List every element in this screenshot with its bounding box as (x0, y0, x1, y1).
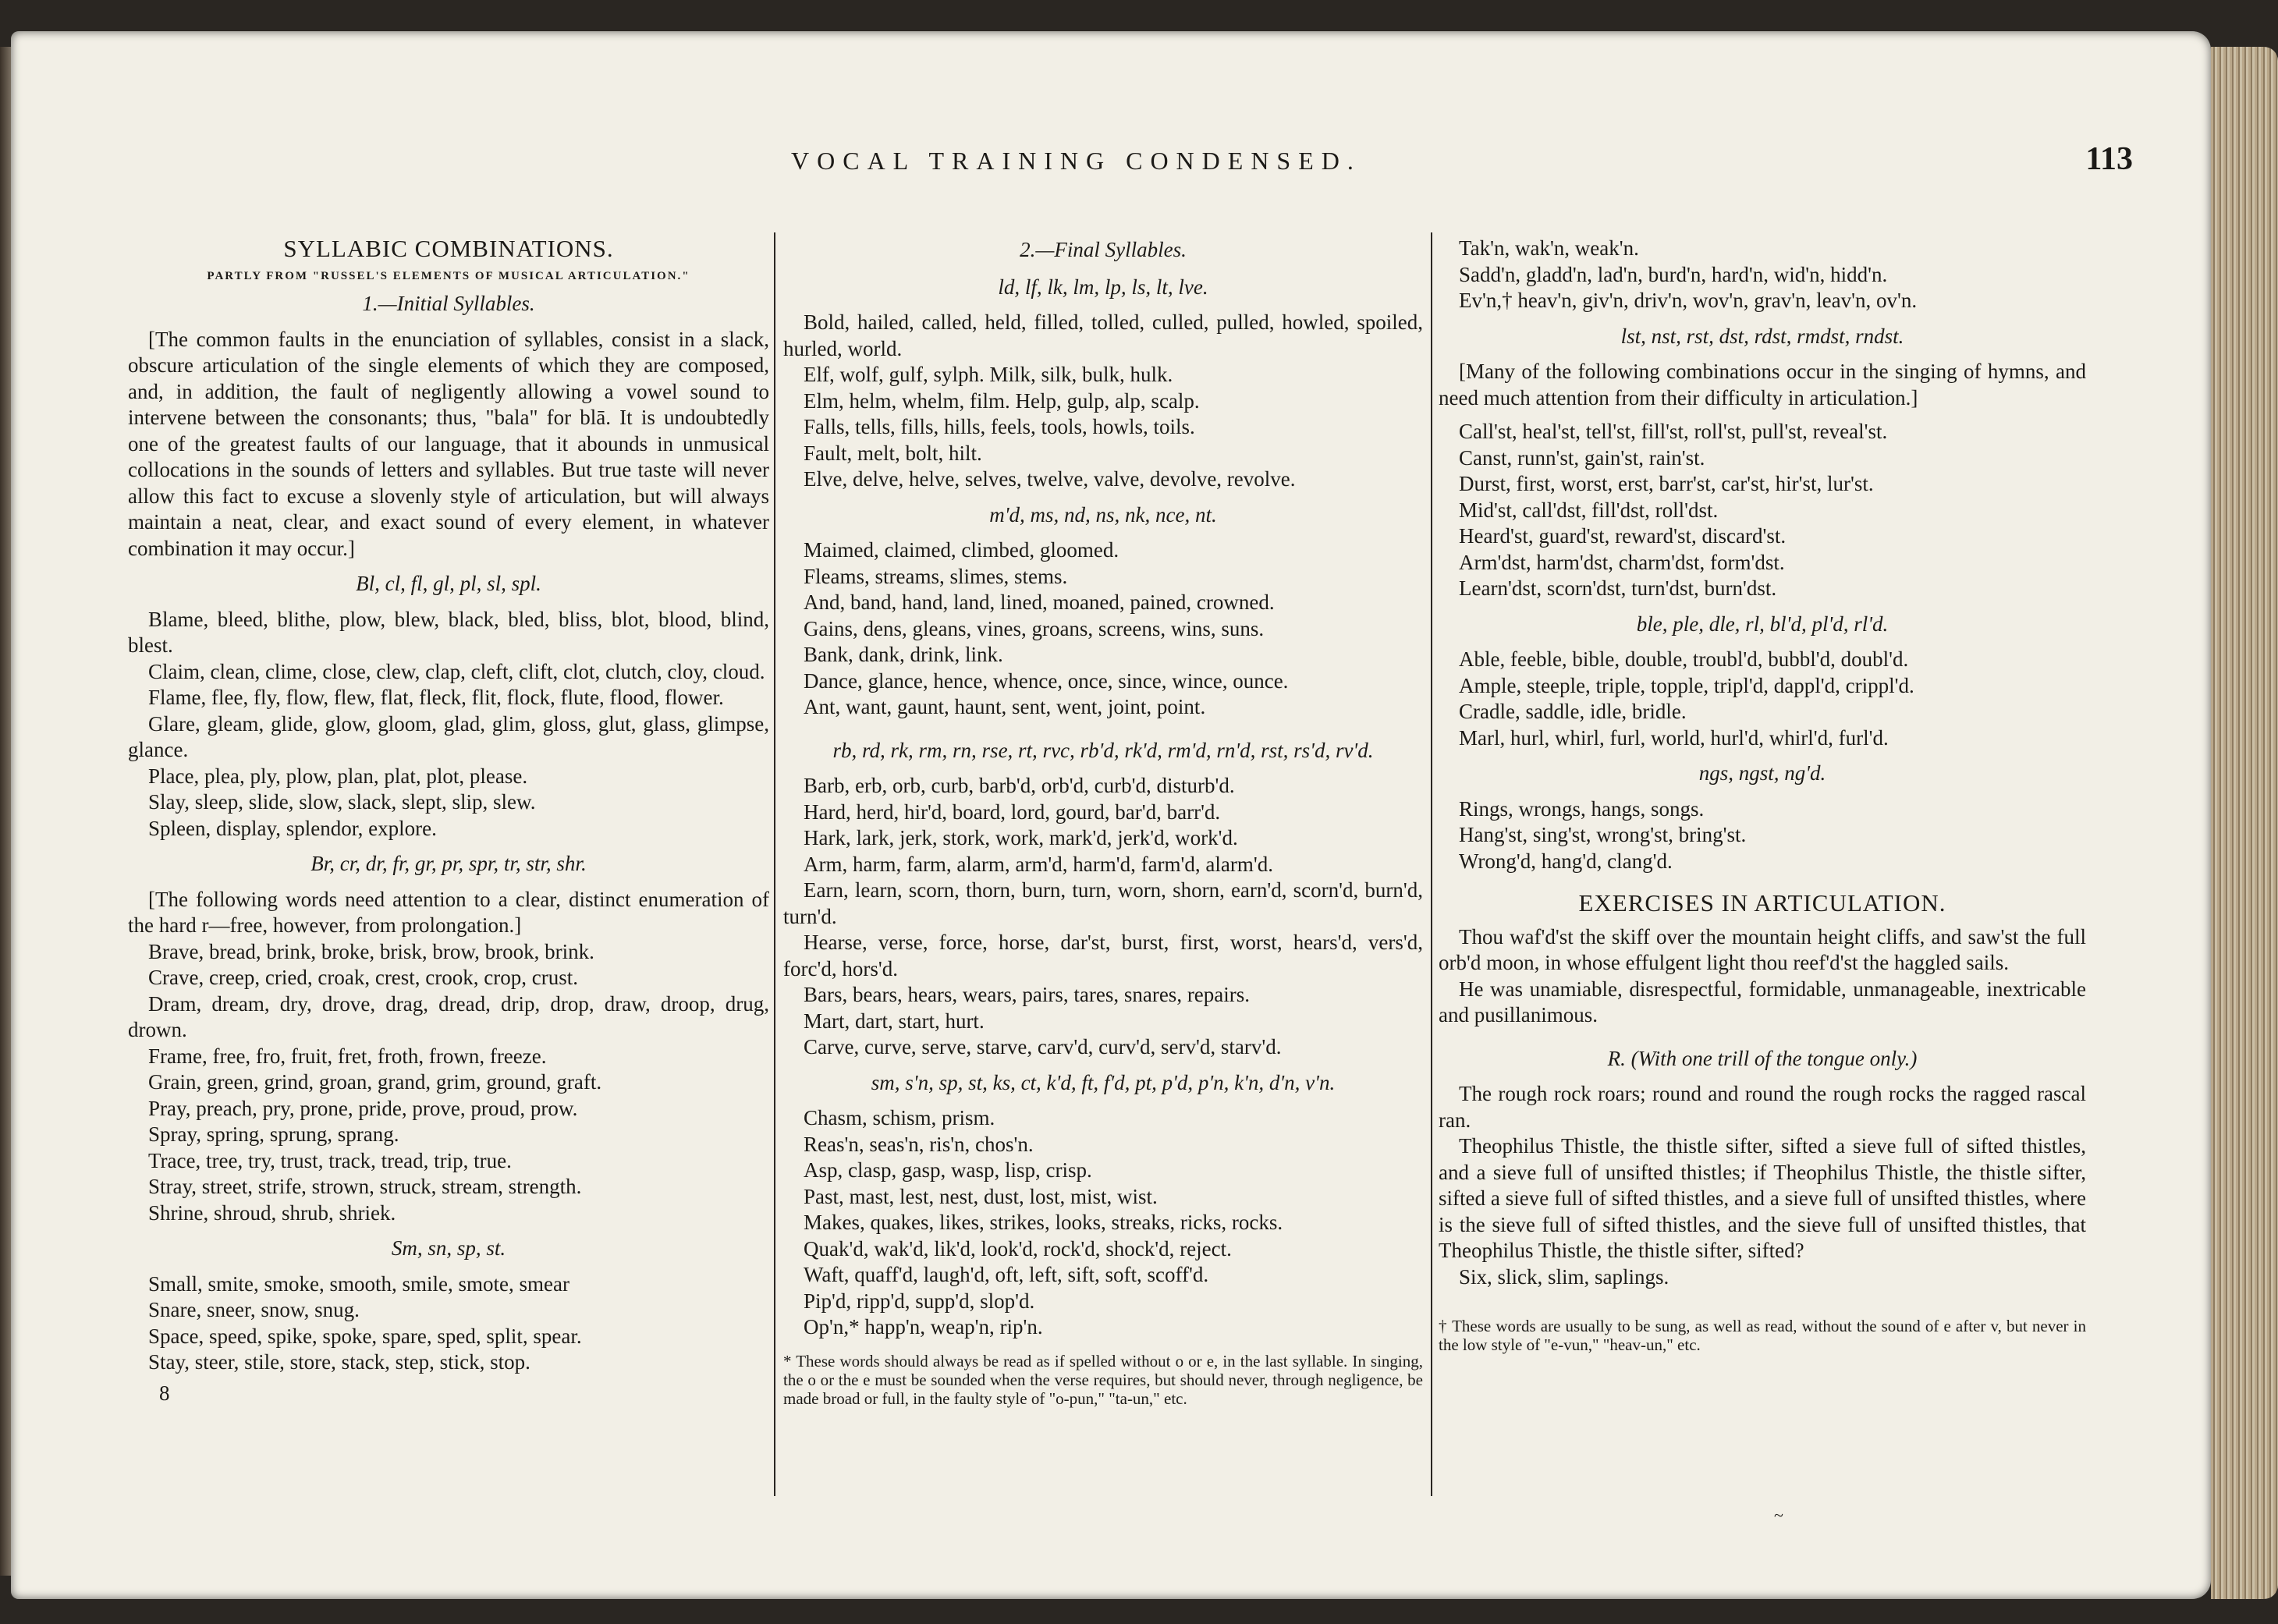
section-heading: SYLLABIC COMBINATIONS. (283, 235, 614, 262)
word-line: Call'st, heal'st, tell'st, fill'st, roll'st, pull'st, reveal'st. (1459, 420, 1888, 443)
column-right (1439, 236, 2086, 1370)
running-head: VOCAL TRAINING CONDENSED. (791, 147, 1361, 175)
word-line: Spray, spring, sprung, sprang. (148, 1122, 399, 1146)
word-line: Mart, dart, start, hurt. (804, 1009, 985, 1033)
word-line: Hang'st, sing'st, wrong'st, bring'st. (1459, 823, 1747, 846)
word-line: Sadd'n, gladd'n, lad'n, burd'n, hard'n, wid'n, hidd'n. (1459, 262, 1888, 286)
word-line: Hearse, verse, force, horse, dar'st, burst, first, worst, hears'd, vers'd, forc'd, hors'd. (783, 931, 1423, 980)
column-rule (1431, 232, 1432, 1496)
word-line: Space, speed, spike, spoke, spare, sped, split, spear. (148, 1324, 582, 1348)
word-line: Stray, street, strife, strown, struck, stream, strength. (148, 1175, 582, 1198)
subsection-title: 1.—Initial Syllables. (362, 292, 535, 315)
word-line: And, band, hand, land, lined, moaned, pained, crowned. (804, 590, 1275, 614)
word-line: Cradle, saddle, idle, bridle. (1459, 700, 1687, 723)
word-line: Quak'd, wak'd, lik'd, look'd, rock'd, shock'd, reject. (804, 1236, 1232, 1261)
word-line: Trace, tree, try, trust, track, tread, trip, true. (148, 1148, 512, 1172)
word-line: Claim, clean, clime, close, clew, clap, cleft, clift, clot, clutch, cloy, cloud. (148, 659, 765, 683)
word-line: Hark, lark, jerk, stork, work, mark'd, jerk'd, work'd. (804, 826, 1238, 849)
word-line: Makes, quakes, likes, strikes, looks, streaks, ricks, rocks. (804, 1211, 1283, 1234)
word-line: Spleen, display, splendor, explore. (148, 816, 437, 840)
word-line: Chasm, schism, prism. (804, 1106, 995, 1129)
word-line: Dram, dream, dry, drove, drag, dread, drip, drop, draw, droop, drug, drown. (128, 991, 769, 1041)
word-line: Learn'dst, scorn'dst, turn'dst, burn'dst. (1459, 576, 1777, 600)
word-line: Asp, clasp, gasp, wasp, lisp, crisp. (804, 1158, 1092, 1182)
word-line: Durst, first, worst, erst, barr'st, car'st, hir'st, lur'st. (1459, 472, 1874, 495)
word-line: Earn, learn, scorn, thorn, burn, turn, worn, shorn, earn'd, scorn'd, burn'd, turn'd. (783, 878, 1423, 928)
intro-paragraph: [The common faults in the enunciation of syllables, consist in a slack, obscure articulation of the single elements of which they are composed, and, in addition, the fault of negligently allowing a vowel sound to intervene between the consonants; thus, "bala" for blā. It is undoubtedly one of the greatest faults of our language, that it abounds in unmusical collocations in the sounds of letters and syllables. But true taste will never allow this fact to excuse a slovenly style of articulation, but will always maintain a neat, clear, and exact sound of every element, in whatever combination it may occur.] (128, 327, 769, 560)
book-page (11, 31, 2211, 1599)
word-line: Frame, free, fro, fruit, fret, froth, frown, freeze. (148, 1044, 547, 1068)
word-line: Mid'st, call'dst, fill'dst, roll'dst. (1459, 498, 1719, 522)
word-line: Ample, steeple, triple, topple, tripl'd, dappl'd, crippl'd. (1459, 673, 1914, 697)
page-body (128, 31, 2133, 1599)
word-line: Falls, tells, fills, hills, feels, tools, howls, toils. (804, 415, 1195, 438)
subsection-title: 2.—Final Syllables. (1020, 238, 1187, 261)
group-title: lst, nst, rst, dst, rdst, rmdst, rndst. (1620, 324, 1904, 348)
word-line: Slay, sleep, slide, slow, slack, slept, slip, slew. (148, 790, 536, 814)
word-line: Waft, quaff'd, laugh'd, oft, left, sift, soft, scoff'd. (804, 1263, 1209, 1286)
group-title: Bl, cl, fl, gl, pl, sl, spl. (356, 572, 541, 595)
group-title: Sm, sn, sp, st. (391, 1236, 506, 1260)
word-line: Barb, erb, orb, curb, barb'd, orb'd, curb'd, disturb'd. (804, 774, 1235, 797)
word-line: Elve, delve, helve, selves, twelve, valve, devolve, revolve. (804, 467, 1296, 491)
group-title: ngs, ngst, ng'd. (1698, 761, 1826, 785)
word-line: Arm, harm, farm, alarm, arm'd, harm'd, farm'd, alarm'd. (804, 852, 1273, 876)
word-line: Op'n,* happ'n, weap'n, rip'n. (804, 1315, 1043, 1339)
section-subheading: PARTLY FROM "RUSSEL'S ELEMENTS OF MUSICAL ARTICULATION." (207, 269, 690, 282)
word-line: Marl, hurl, whirl, furl, world, hurl'd, whirl'd, furl'd. (1459, 725, 1889, 750)
word-line: Elf, wolf, gulf, sylph. Milk, silk, bulk, hulk. (804, 363, 1173, 386)
exercise-paragraph: The rough rock roars; round and round the rough rocks the ragged rascal ran. (1439, 1082, 2086, 1132)
group-title: sm, s'n, sp, st, ks, ct, k'd, ft, f'd, pt, p'd, p'n, k'n, d'n, v'n. (871, 1070, 1336, 1094)
group-title: ble, ple, dle, rl, bl'd, pl'd, rl'd. (1636, 612, 1889, 636)
column-left (128, 236, 769, 1427)
column-rule (774, 232, 775, 1496)
word-line: Bank, dank, drink, link. (804, 643, 1003, 666)
exercises-heading: EXERCISES IN ARTICULATION. (1578, 889, 1946, 917)
word-line: Snare, sneer, snow, snug. (148, 1298, 360, 1321)
signature-mark: 8 (159, 1381, 170, 1405)
word-line: Ev'n,† heav'n, giv'n, driv'n, wov'n, grav'n, leav'n, ov'n. (1459, 289, 1918, 312)
word-line: Brave, bread, brink, broke, brisk, brow, brook, brink. (148, 939, 594, 963)
word-line: Fault, melt, bolt, hilt. (804, 441, 982, 465)
word-line: Elm, helm, whelm, film. Help, gulp, alp, scalp. (804, 388, 1200, 413)
group-note: [The following words need attention to a clear, distinct enumeration of the hard r—free, however, from prolongation.] (128, 887, 769, 937)
word-line: Small, smite, smoke, smooth, smile, smote, smear (148, 1271, 570, 1296)
word-line: Bars, bears, hears, wears, pairs, tares, snares, repairs. (804, 983, 1251, 1006)
word-line: Place, plea, ply, plow, plan, plat, plot, please. (148, 764, 528, 788)
footnote: † These words are usually to be sung, as well as read, without the sound of e after v, but never in the low style of "e-vun," "heav-un," etc. (1439, 1317, 2086, 1354)
word-line: Ant, want, gaunt, haunt, sent, went, joint, point. (804, 695, 1206, 718)
exercise-paragraph: Theophilus Thistle, the thistle sifter, sifted a sieve full of sifted thistles, and a sieve full of unsifted thistles; if Theophilus Thistle, the thistle sifter, sifted a sieve full of sifted thistles, and a sieve full of unsifted thistles, where is the sieve full of sifted thistles, and the sieve full of unsifted thistles, that Theophilus Thistle, the thistle sifter, sifted? (1439, 1134, 2086, 1262)
group-note: [Many of the following combinations occur in the singing of hymns, and need much attention from their difficulty in articulation.] (1439, 360, 2086, 410)
word-line: Hard, herd, hir'd, board, lord, gourd, bar'd, barr'd. (804, 800, 1221, 824)
group-title: Br, cr, dr, fr, gr, pr, spr, tr, str, shr. (310, 852, 587, 875)
group-title: ld, lf, lk, lm, lp, ls, lt, lve. (998, 275, 1208, 299)
word-line: Arm'dst, harm'dst, charm'dst, form'dst. (1459, 550, 1785, 574)
exercise-paragraph: Six, slick, slim, saplings. (1459, 1264, 1669, 1289)
word-line: Canst, runn'st, gain'st, rain'st. (1459, 445, 1705, 470)
word-line: Maimed, claimed, climbed, gloomed. (804, 538, 1119, 562)
word-line: Crave, creep, cried, croak, crest, crook, crop, crust. (148, 966, 578, 989)
exercise-paragraph: He was unamiable, disrespectful, formidable, unmanageable, inextricable and pusillanimous. (1439, 977, 2086, 1027)
column-middle (783, 236, 1423, 1424)
exercise-paragraph: Thou waf'd'st the skiff over the mountain height cliffs, and saw'st the full orb'd moon, in whose effulgent light thou reef'd'st the haggled sails. (1439, 924, 2086, 974)
word-line: Able, feeble, bible, double, troubl'd, bubbl'd, doubl'd. (1459, 647, 1909, 671)
group-title: rb, rd, rk, rm, rn, rse, rt, rvc, rb'd, rk'd, rm'd, rn'd, rst, rs'd, rv'd. (832, 738, 1374, 762)
word-line: Pip'd, ripp'd, supp'd, slop'd. (804, 1289, 1035, 1313)
word-line: Wrong'd, hang'd, clang'd. (1459, 849, 1673, 873)
word-line: Gains, dens, gleans, vines, groans, screens, wins, suns. (804, 616, 1265, 640)
word-line: Pray, preach, pry, prone, pride, prove, proud, prow. (148, 1096, 578, 1120)
word-line: Grain, green, grind, groan, grand, grim, ground, graft. (148, 1070, 602, 1094)
word-line: Past, mast, lest, nest, dust, lost, mist, wist. (804, 1184, 1158, 1208)
word-line: Glare, gleam, glide, glow, gloom, glad, glim, gloss, glut, glass, glimpse, glance. (128, 711, 769, 761)
ornament-dash: ~ (1774, 1505, 1783, 1525)
word-line: Heard'st, guard'st, reward'st, discard'st. (1459, 524, 1787, 548)
word-line: Reas'n, seas'n, ris'n, chos'n. (804, 1132, 1034, 1156)
r-exercise-title: R. (With one trill of the tongue only.) (1607, 1046, 1918, 1070)
word-line: Carve, curve, serve, starve, carv'd, curv'd, serv'd, starv'd. (804, 1035, 1282, 1058)
word-line: Flame, flee, fly, flow, flew, flat, fleck, flit, flock, flute, flood, flower. (148, 686, 724, 709)
word-line: Bold, hailed, called, held, filled, tolled, culled, pulled, howled, spoiled, hurled, world. (783, 310, 1423, 360)
group-title: m'd, ms, nd, ns, nk, nce, nt. (989, 502, 1217, 527)
word-line: Tak'n, wak'n, weak'n. (1459, 236, 1639, 260)
footnote: * These words should always be read as if spelled without o or e, in the last syllable. In singing, the o or the e must be sounded when the verse requires, but should never, through negligence, be made broad or full, in the faulty style of "o-pun," "ta-un," etc. (783, 1351, 1423, 1408)
word-line: Blame, bleed, blithe, plow, blew, black, bled, bliss, blot, blood, blind, blest. (128, 607, 769, 657)
word-line: Shrine, shroud, shrub, shriek. (148, 1200, 396, 1225)
word-line: Stay, steer, stile, store, stack, step, stick, stop. (148, 1350, 530, 1374)
page-edges (2211, 47, 2278, 1599)
page-number: 113 (2085, 141, 2133, 177)
word-line: Rings, wrongs, hangs, songs. (1459, 796, 1705, 821)
word-line: Dance, glance, hence, whence, once, since, wince, ounce. (804, 668, 1289, 693)
word-line: Fleams, streams, slimes, stems. (804, 564, 1068, 588)
